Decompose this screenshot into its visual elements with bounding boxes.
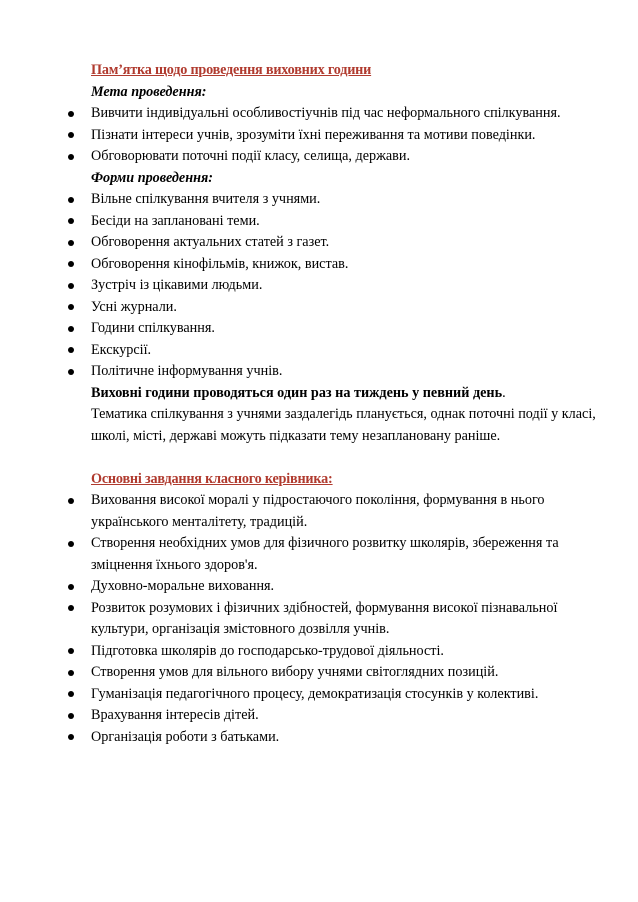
goal-list [91,103,603,168]
forms-list [91,189,603,383]
list-item: Обговорення актуальних статей з газет. [91,232,603,254]
list-item: Години спілкування. [91,318,603,340]
list-item: Гуманізація педагогічного процесу, демократизація стосунків у колективі. [91,684,603,706]
forms-heading: Форми проведення: [91,169,214,186]
list-item: Зустріч із цікавими людьми. [91,275,603,297]
schedule-note-period: . [502,384,506,401]
list-item: Духовно-моральне виховання. [91,576,603,598]
list-item: Створення необхідних умов для фізичного розвитку школярів, збереження та зміцнення їхнього здоров'я. [91,533,603,576]
goal-heading: Мета проведення: [91,83,207,100]
schedule-note-bold: Виховні години проводяться один раз на тиждень у певний день [91,384,503,401]
list-item: Підготовка школярів до господарсько-трудової діяльності. [91,641,603,663]
list-item: Пізнати інтереси учнів, зрозуміти їхні переживання та мотиви поведінки. [91,125,603,147]
list-item: Обговорювати поточні події класу, селища, держави. [91,146,603,168]
list-item: Усні журнали. [91,297,603,319]
list-item: Створення умов для вільного вибору учнями світоглядних позицій. [91,662,603,684]
list-item: Обговорення кінофільмів, книжок, вистав. [91,254,603,276]
list-item: Бесіди на заплановані теми. [91,211,603,233]
list-item: Виховання високої моралі у підростаючого покоління, формування в нього українського менталітету, традицій. [91,490,603,533]
list-item: Розвиток розумових і фізичних здібностей, формування високої пізнавальної культури, організація змістовного дозвілля учнів. [91,598,603,641]
topic-paragraph: Тематика спілкування з учнями заздалегідь планується, однак поточні події у класі, школі, місті, державі можуть підказати тему незаплановану раніше. [91,406,596,444]
list-item: Організація роботи з батьками. [91,727,603,749]
tasks-title: Основні завдання класного керівника: [91,470,333,487]
memo-title: Пам’ятка щодо проведення виховних години [91,62,372,78]
list-item: Політичне інформування учнів. [91,361,603,383]
list-item: Вивчити індивідуальні особливостіучнів під час неформального спілкування. [91,103,603,125]
spacer [91,447,603,469]
document-content [91,60,603,748]
list-item: Екскурсії. [91,340,603,362]
list-item: Врахування інтересів дітей. [91,705,603,727]
list-item: Вільне спілкування вчителя з учнями. [91,189,603,211]
tasks-list [91,490,603,748]
schedule-note [91,383,603,405]
